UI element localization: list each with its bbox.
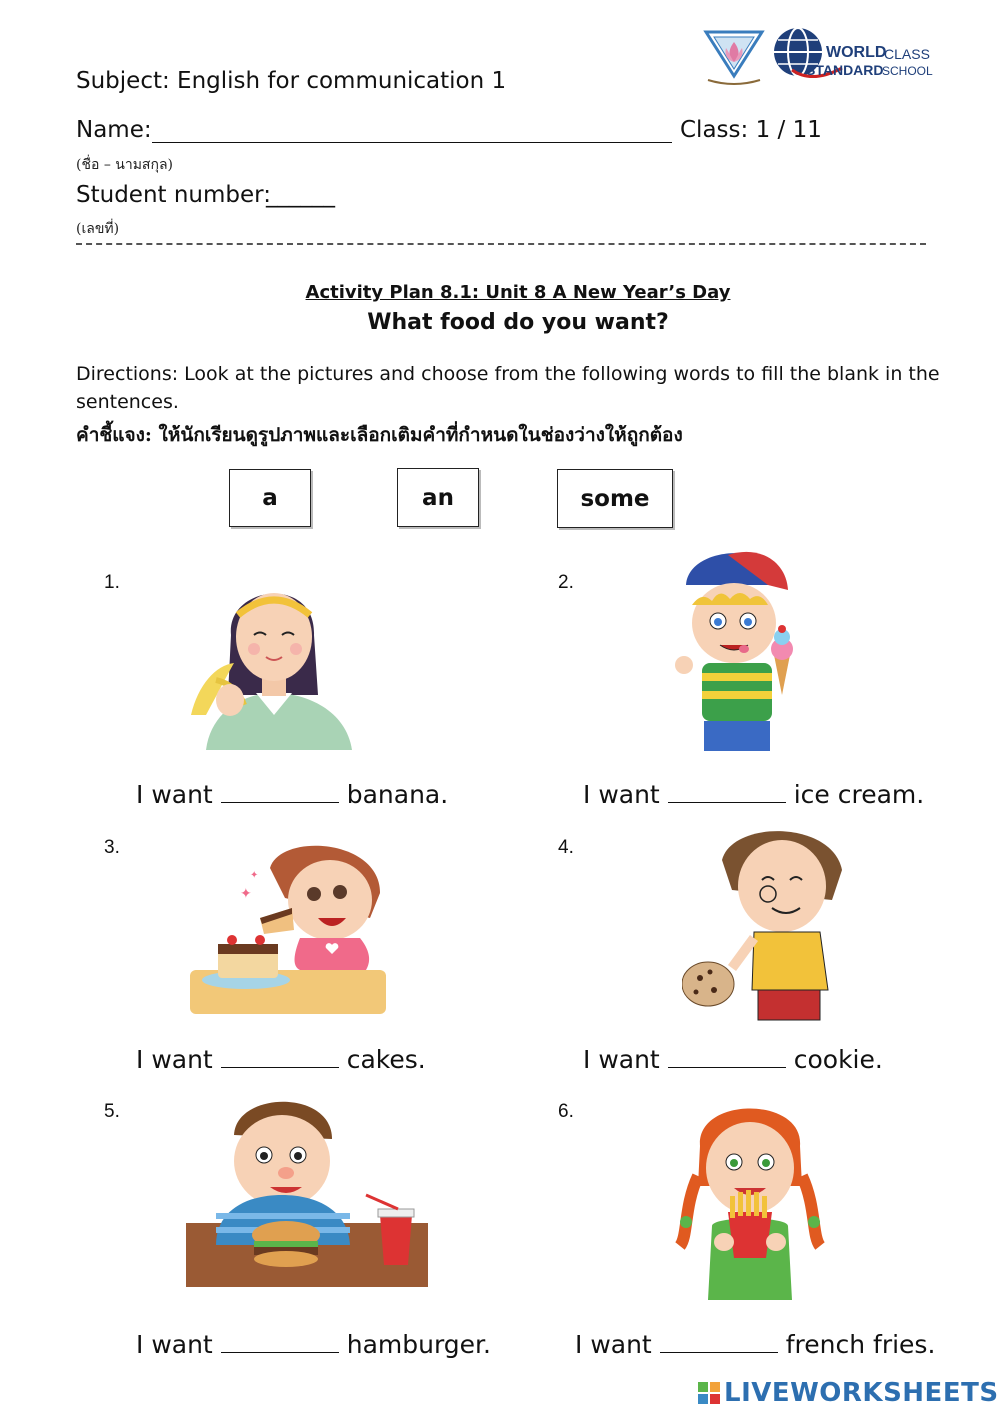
svg-text:✦: ✦ (240, 886, 252, 902)
word-bank-a[interactable]: a (229, 469, 311, 527)
sentence-5 (136, 1330, 491, 1359)
logo-text-class: CLASS (884, 46, 930, 62)
sentence-1-before: I want (136, 780, 213, 809)
girl-with-french-fries-image (672, 1096, 828, 1300)
sentence-3 (136, 1045, 426, 1074)
answer-blank-5[interactable] (221, 1351, 339, 1353)
logo-text-world: WORLD (826, 44, 887, 61)
sentence-4 (583, 1045, 883, 1074)
name-label: Name: (76, 117, 152, 143)
answer-blank-3[interactable] (221, 1066, 339, 1068)
subject-line: Subject: English for communication 1 (76, 68, 507, 94)
question-number-1: 1. (104, 572, 120, 593)
girl-eating-banana-image (186, 565, 356, 750)
student-number-blank[interactable]: ______ (266, 182, 335, 208)
word-bank-an[interactable]: an (397, 468, 479, 527)
question-number-2: 2. (558, 572, 574, 593)
liveworksheets-icon (698, 1382, 720, 1404)
sentence-5-before: I want (136, 1330, 213, 1359)
student-number-note-thai: (เลขที่) (76, 221, 120, 237)
question-number-3: 3. (104, 837, 120, 858)
directions-english: Directions: Look at the pictures and choose from the following words to fill the blank in the sentences. (76, 363, 940, 413)
sentence-2 (583, 780, 924, 809)
school-seal-logo (700, 26, 768, 86)
student-number-label: Student number: (76, 182, 271, 208)
answer-blank-6[interactable] (660, 1351, 778, 1353)
answer-blank-4[interactable] (668, 1066, 786, 1068)
girl-eating-cake-image (190, 838, 386, 1016)
activity-plan-title: Activity Plan 8.1: Unit 8 A New Year’s Day (305, 282, 731, 303)
sentence-6 (575, 1330, 935, 1359)
sentence-4-before: I want (583, 1045, 660, 1074)
world-class-school-logo (772, 24, 932, 84)
boy-with-ice-cream-image (668, 545, 808, 755)
sentence-2-before: I want (583, 780, 660, 809)
class-label: Class: 1 / 11 (680, 117, 822, 143)
name-note-thai: (ชื่อ – นามสกุล) (76, 157, 173, 173)
boy-with-hamburger-image (186, 1095, 428, 1287)
sentence-6-after: french fries. (785, 1330, 936, 1359)
sentence-4-after: cookie. (793, 1045, 883, 1074)
name-blank[interactable] (152, 142, 672, 143)
sentence-3-before: I want (136, 1045, 213, 1074)
sentence-3-after: cakes. (346, 1045, 426, 1074)
sentence-5-after: hamburger. (346, 1330, 491, 1359)
word-bank-some[interactable]: some (557, 469, 673, 528)
sentence-1-after: banana. (346, 780, 449, 809)
sentence-2-after: ice cream. (793, 780, 925, 809)
answer-blank-2[interactable] (668, 801, 786, 803)
directions-thai: คำชี้แจง: ให้นักเรียนดูรูปภาพและเลือกเติมคำที่กำหนดในช่องว่างให้ถูกต้อง (76, 424, 683, 446)
answer-blank-1[interactable] (221, 801, 339, 803)
question-number-6: 6. (558, 1101, 574, 1122)
question-title: What food do you want? (367, 310, 669, 335)
boy-with-cookie-image (682, 820, 842, 1025)
sentence-6-before: I want (575, 1330, 652, 1359)
question-number-4: 4. (558, 837, 574, 858)
liveworksheets-logo[interactable] (698, 1378, 999, 1408)
liveworksheets-wordmark: LIVEWORKSHEETS (724, 1378, 999, 1408)
sentence-1 (136, 780, 448, 809)
header-divider (76, 243, 926, 245)
logo-text-standard: STANDARD (806, 62, 884, 78)
svg-text:✦: ✦ (250, 870, 259, 881)
question-number-5: 5. (104, 1101, 120, 1122)
logo-text-school: SCHOOL (882, 64, 933, 78)
